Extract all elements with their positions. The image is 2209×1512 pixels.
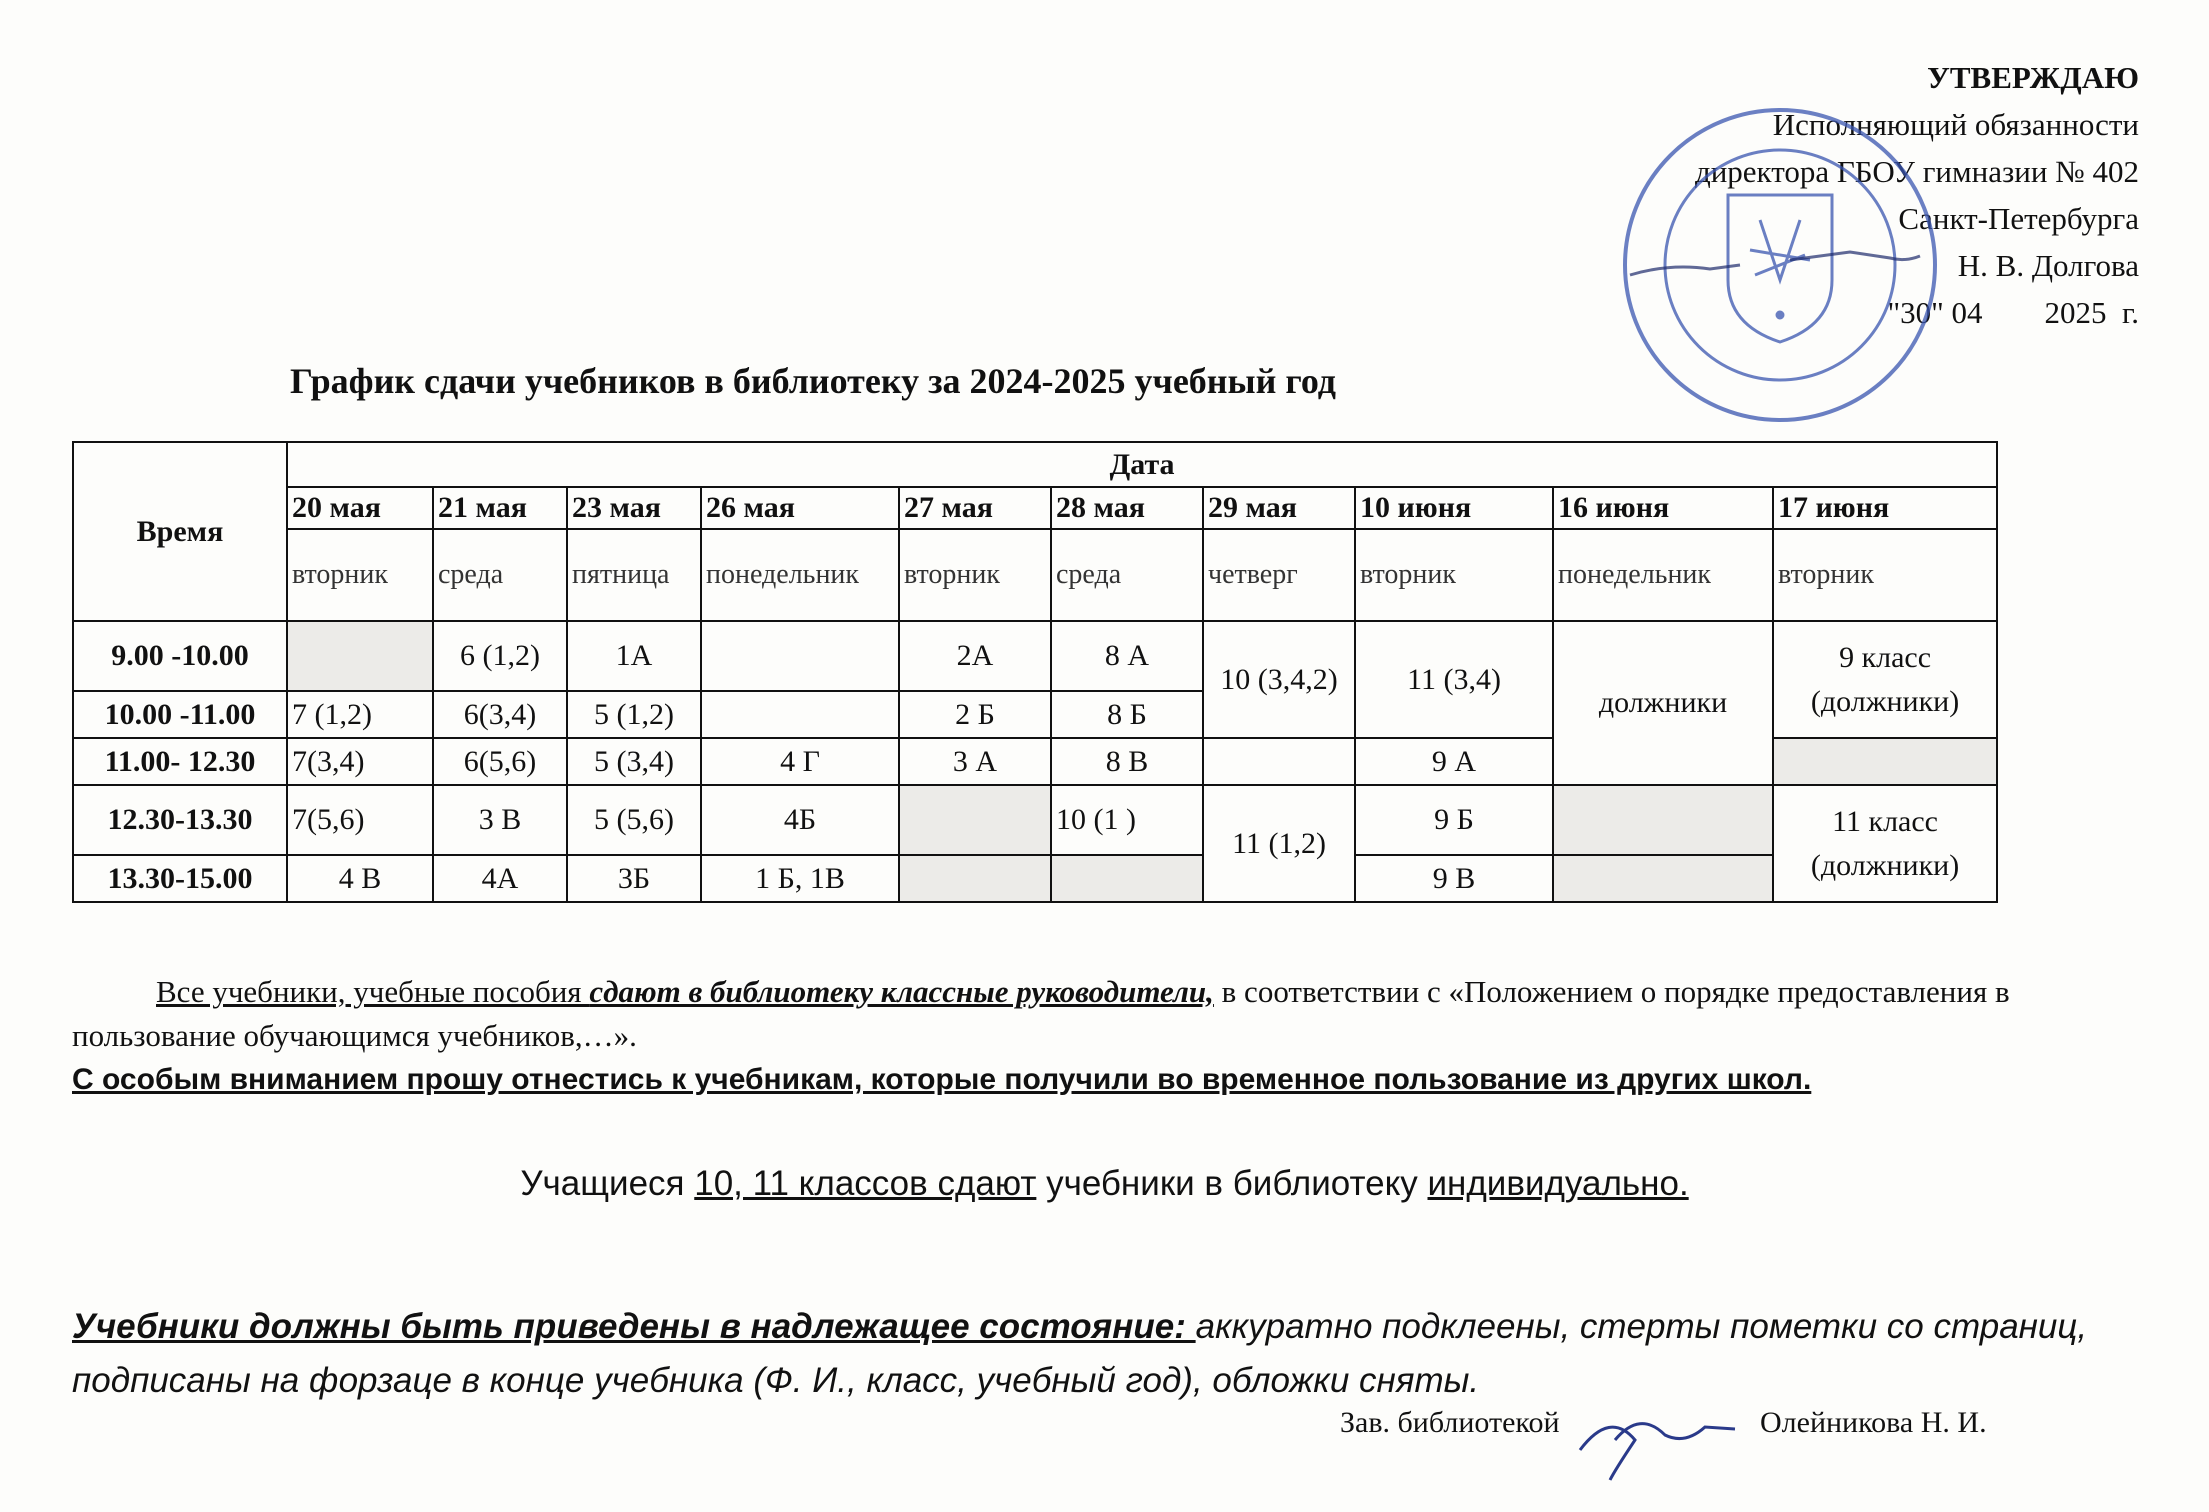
schedule-cell: 9 класс (должники)	[1773, 621, 1997, 738]
schedule-cell	[1051, 855, 1203, 902]
time-slot: 12.30-13.30	[73, 785, 287, 855]
schedule-cell: 11 класс (должники)	[1773, 785, 1997, 902]
time-slot: 9.00 -10.00	[73, 621, 287, 691]
schedule-cell: 8 А	[1051, 621, 1203, 691]
schedule-cell: 7(5,6)	[287, 785, 433, 855]
approval-date-line: "30" 04 2025 г.	[1887, 295, 2139, 330]
schedule-cell	[701, 621, 899, 691]
note-other-schools: С особым вниманием прошу отнестись к учебникам, которые получили во временное пользование из других школ.	[72, 1063, 1812, 1096]
schedule-cell: 4 Г	[701, 738, 899, 785]
schedule-cell: 10 (3,4,2)	[1203, 621, 1355, 738]
approval-line-1: Исполняющий обязанности	[1772, 107, 2139, 142]
schedule-table	[72, 441, 1998, 903]
official-stamp-seal	[1610, 100, 1950, 430]
signature-role: Зав. библиотекой	[1340, 1406, 1560, 1439]
weekday-cell: вторник	[1355, 529, 1553, 621]
note-condition	[72, 1300, 2122, 1408]
schedule-cell: 3Б	[567, 855, 701, 902]
date-cell: 23 мая	[567, 487, 701, 529]
schedule-cell	[899, 855, 1051, 902]
note-p1-c: в соответствии с «Положением о порядке предоставления в пользование обучающимся учебников,…».	[72, 974, 2010, 1053]
weekday-cell: понедельник	[1553, 529, 1773, 621]
schedule-cell-empty	[1553, 785, 1773, 855]
weekday-cell: среда	[433, 529, 567, 621]
time-slot: 10.00 -11.00	[73, 691, 287, 738]
schedule-cell: 7(3,4)	[287, 738, 433, 785]
time-slot: 11.00- 12.30	[73, 738, 287, 785]
schedule-cell: 2А	[899, 621, 1051, 691]
schedule-cell: 5 (1,2)	[567, 691, 701, 738]
schedule-cell	[899, 785, 1051, 855]
weekday-cell: понедельник	[701, 529, 899, 621]
schedule-cell	[1553, 855, 1773, 902]
handwritten-signature	[1570, 1395, 1760, 1485]
weekday-cell: вторник	[899, 529, 1051, 621]
schedule-cell: 11 (3,4)	[1355, 621, 1553, 738]
schedule-cell: 8 Б	[1051, 691, 1203, 738]
schedule-cell: 6(3,4)	[433, 691, 567, 738]
schedule-cell: 1 Б, 1В	[701, 855, 899, 902]
schedule-cell: 3 А	[899, 738, 1051, 785]
note-p3-b: 10, 11 классов сдают	[694, 1164, 1037, 1203]
schedule-cell: 6(5,6)	[433, 738, 567, 785]
debtors-cell: должники	[1553, 621, 1773, 785]
schedule-cell	[701, 691, 899, 738]
schedule-cell: 4Б	[701, 785, 899, 855]
approval-line-3: Санкт-Петербурга	[1898, 201, 2139, 236]
date-cell: 21 мая	[433, 487, 567, 529]
schedule-cell	[1203, 738, 1355, 785]
schedule-cell: 1А	[567, 621, 701, 691]
schedule-cell: 8 В	[1051, 738, 1203, 785]
schedule-cell-empty	[1773, 738, 1997, 785]
date-cell: 29 мая	[1203, 487, 1355, 529]
weekday-cell: вторник	[287, 529, 433, 621]
schedule-cell: 10 (1 )	[1051, 785, 1203, 855]
weekday-cell: среда	[1051, 529, 1203, 621]
note-class-teachers	[72, 970, 2072, 1058]
page-title: График сдачи учебников в библиотеку за 2024-2025 учебный год	[290, 361, 1337, 401]
signature-name: Олейникова Н. И.	[1760, 1406, 1987, 1439]
schedule-cell: 11 (1,2)	[1203, 785, 1355, 902]
schedule-cell: 6 (1,2)	[433, 621, 567, 691]
schedule-cell: 7 (1,2)	[287, 691, 433, 738]
date-cell: 27 мая	[899, 487, 1051, 529]
date-cell: 28 мая	[1051, 487, 1203, 529]
schedule-cell: 5 (3,4)	[567, 738, 701, 785]
approval-heading: УТВЕРЖДАЮ	[1927, 60, 2139, 95]
note-p1-a: Все учебники, учебные пособия	[156, 974, 590, 1009]
schedule-cell: 2 Б	[899, 691, 1051, 738]
date-cell: 20 мая	[287, 487, 433, 529]
schedule-cell: 4А	[433, 855, 567, 902]
note-p4-rest: аккуратно подклеены, стерты пометки со страниц, подписаны на форзаце в конце учебника (Ф. И., класс, учебный год), обложки сняты.	[72, 1307, 2088, 1400]
date-header: Дата	[287, 442, 1997, 487]
note-p1-b: сдают в библиотеку классные руководители,	[589, 974, 1214, 1009]
note-p3-a: Учащиеся	[520, 1164, 695, 1203]
schedule-cell: 5 (5,6)	[567, 785, 701, 855]
date-cell: 26 мая	[701, 487, 899, 529]
note-p3-d: индивидуально.	[1427, 1164, 1689, 1203]
weekday-cell: пятница	[567, 529, 701, 621]
schedule-cell: 9 В	[1355, 855, 1553, 902]
schedule-cell: 4 В	[287, 855, 433, 902]
note-individual	[0, 1162, 2209, 1206]
note-p3-c: учебники в библиотеку	[1036, 1164, 1428, 1203]
date-cell: 16 июня	[1553, 487, 1773, 529]
time-slot: 13.30-15.00	[73, 855, 287, 902]
weekday-cell: вторник	[1773, 529, 1997, 621]
schedule-cell: 9 Б	[1355, 785, 1553, 855]
note-p4-lead: Учебники должны быть приведены в надлежащее состояние:	[72, 1307, 1196, 1346]
schedule-cell	[287, 621, 433, 691]
schedule-cell: 3 В	[433, 785, 567, 855]
time-header: Время	[73, 442, 287, 621]
weekday-cell: четверг	[1203, 529, 1355, 621]
approval-line-4: Н. В. Долгова	[1957, 248, 2139, 283]
date-cell: 17 июня	[1773, 487, 1997, 529]
approval-line-2: директора ГБОУ гимназии № 402	[1694, 154, 2139, 189]
date-cell: 10 июня	[1355, 487, 1553, 529]
schedule-cell: 9 А	[1355, 738, 1553, 785]
